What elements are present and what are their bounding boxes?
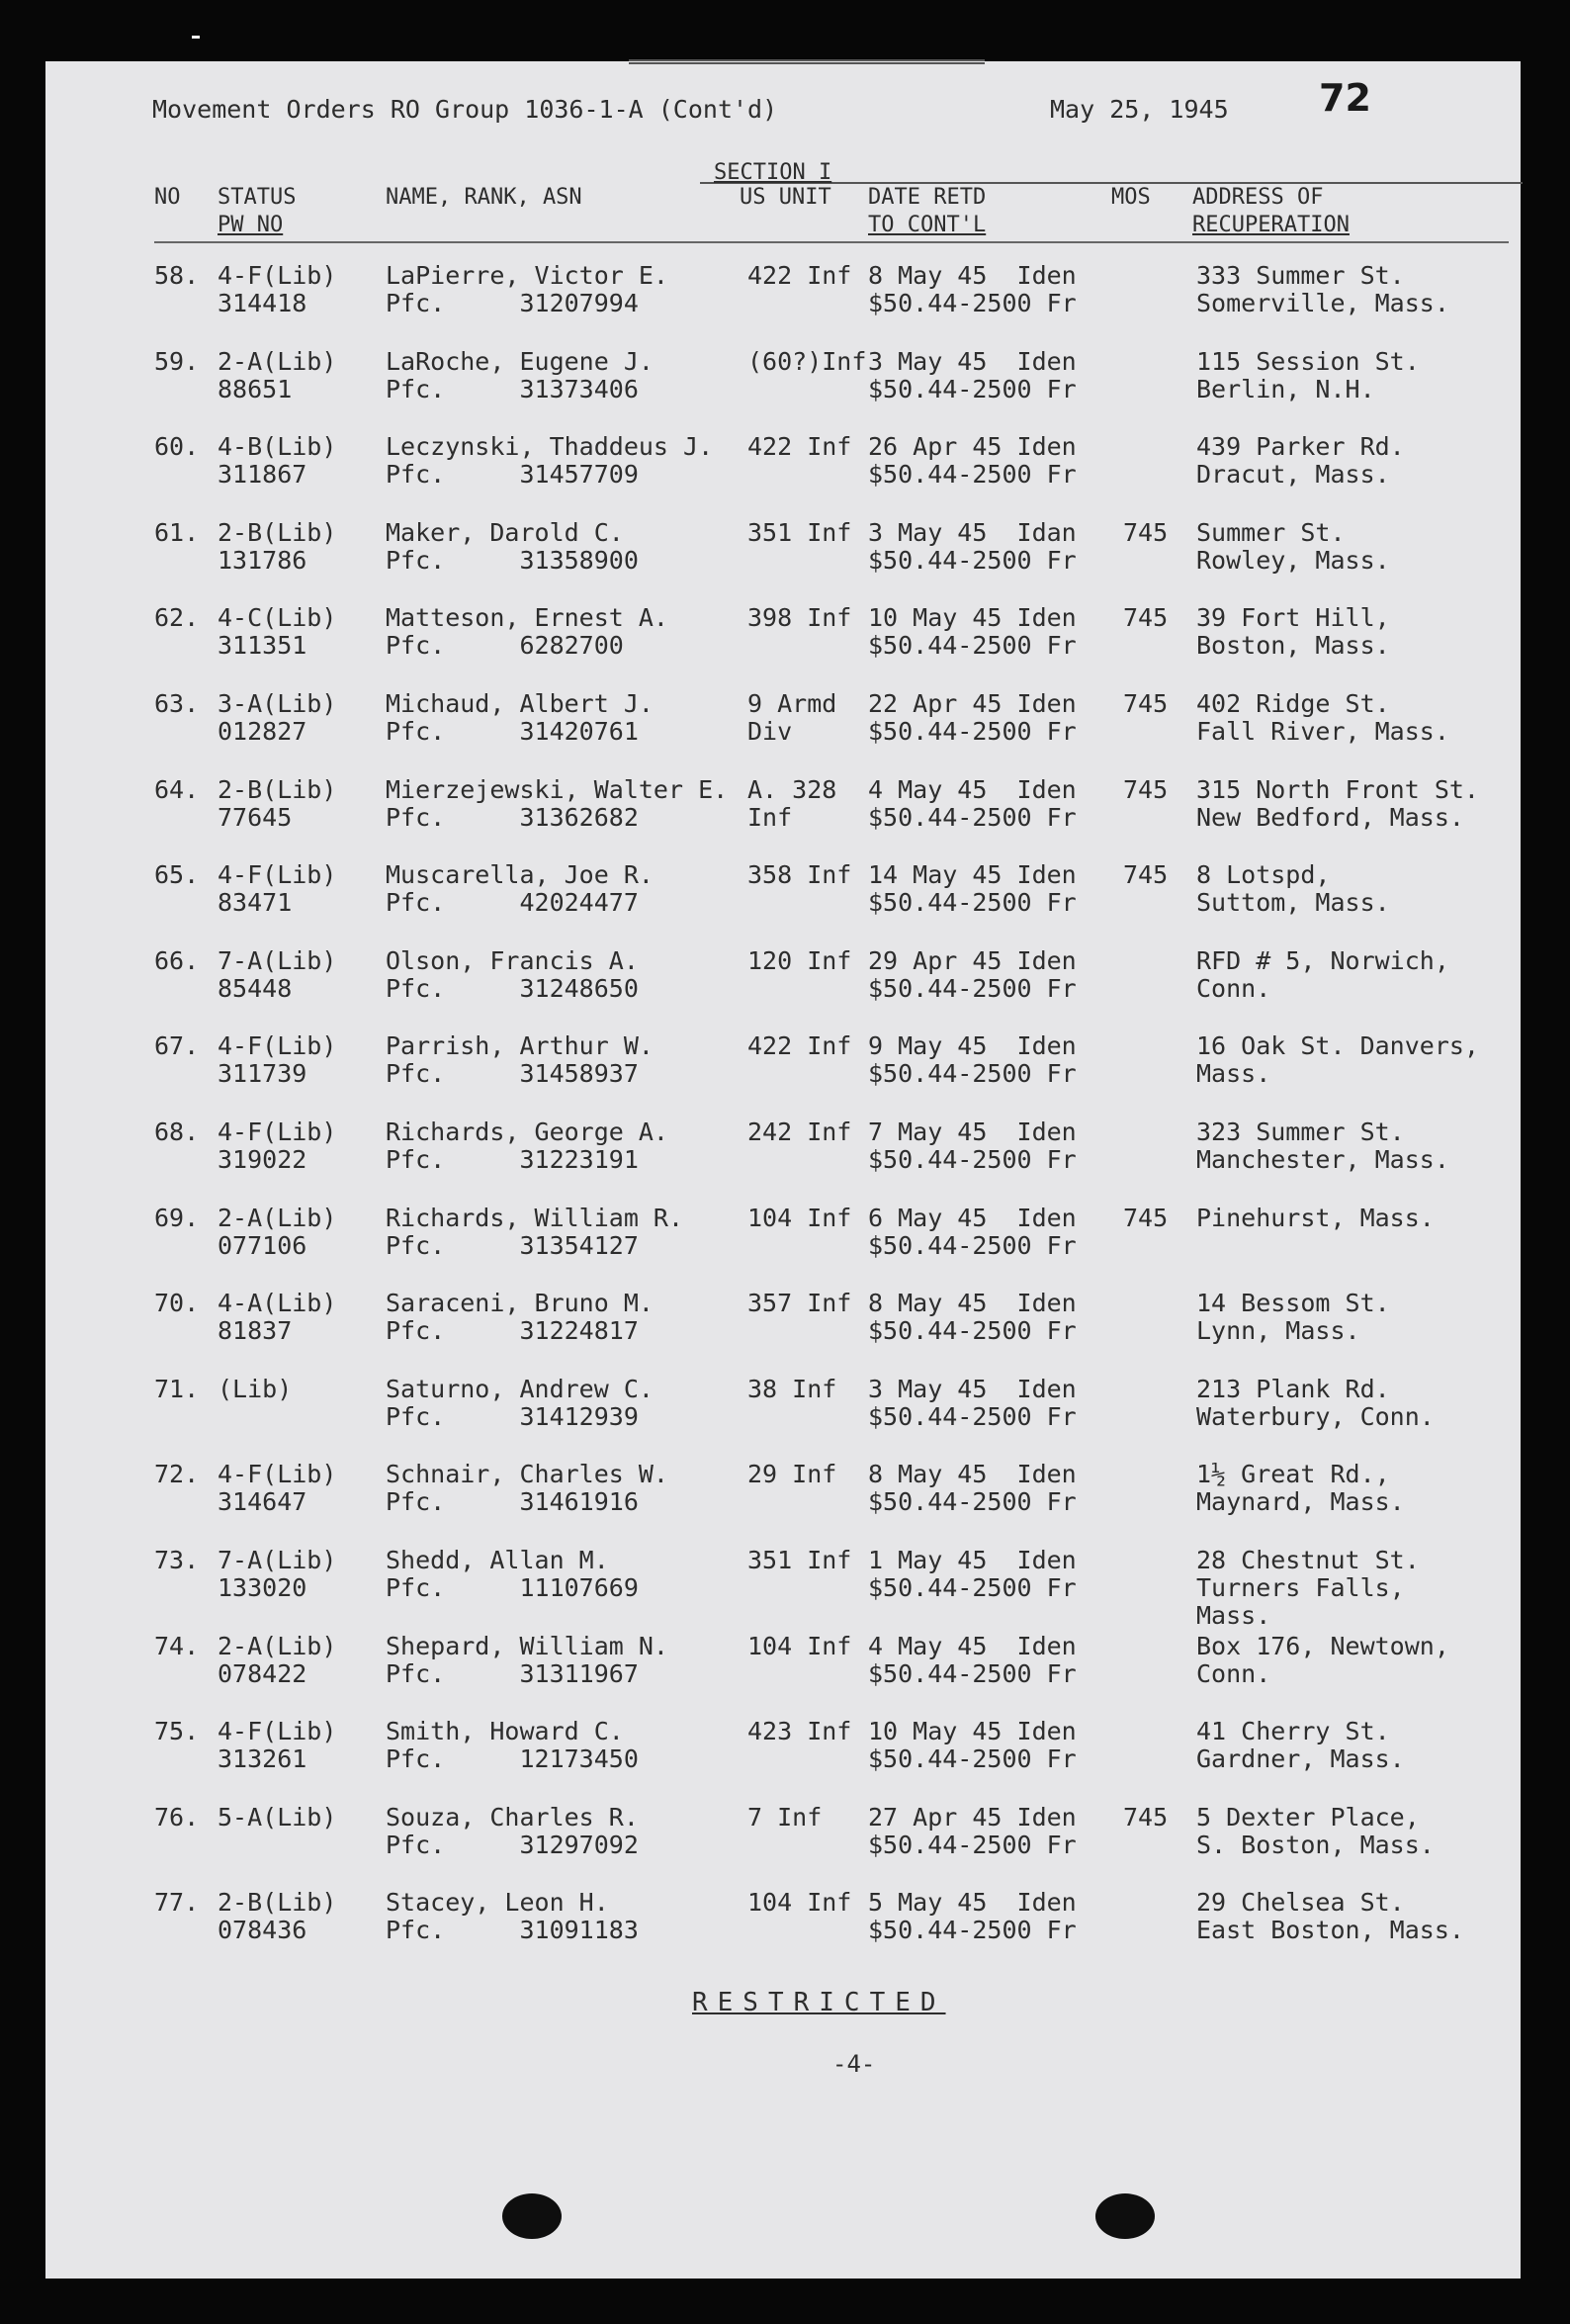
cell-unit: 38 Inf [747,1374,837,1403]
cell-unit: A. 328 [747,774,837,804]
cell-addr1: 315 North Front St. [1196,774,1479,804]
cell-pay: $50.44-2500 Fr [868,1658,1077,1688]
cell-pw-no: 313261 [218,1744,307,1774]
cell-date: 10 May 45 Iden [868,1717,1077,1746]
cell-no: 65. [154,860,200,890]
corner-mark [192,36,200,39]
cell-date: 3 May 45 Idan [868,517,1077,547]
cell-name: LaRoche, Eugene J. [386,346,654,376]
cell-date: 5 May 45 Iden [868,1888,1077,1918]
status-label: STATUS [218,185,297,210]
cell-addr2: Mass. [1196,1059,1271,1089]
cell-date: 14 May 45 Iden [868,860,1077,890]
address-label-2: RECUPERATION [1192,213,1350,237]
cell-pw-no: 314647 [218,1487,307,1517]
address-label-1: ADDRESS OF [1192,185,1324,210]
cell-addr2: Turners Falls, [1196,1573,1405,1602]
section-heading: SECTION I [714,160,832,185]
cell-pay: $50.44-2500 Fr [868,717,1077,746]
cell-date: 4 May 45 Iden [868,1631,1077,1660]
cell-date: 27 Apr 45 Iden [868,1802,1077,1832]
cell-pay: $50.44-2500 Fr [868,1059,1077,1089]
cell-addr2: Rowley, Mass. [1196,545,1390,575]
cell-pw-no: 077106 [218,1230,307,1260]
column-header-no: NO [154,185,181,210]
table-row [45,1117,1521,1203]
cell-no: 64. [154,774,200,804]
cell-unit: 423 Inf [747,1717,852,1746]
cell-addr2: Manchester, Mass. [1196,1145,1449,1174]
cell-status: 4-F(Lib) [218,1117,337,1146]
cell-pw-no: 88651 [218,374,293,403]
cell-addr3: Mass. [1196,1601,1271,1630]
cell-status: 2-A(Lib) [218,1203,337,1232]
cell-pay: $50.44-2500 Fr [868,1830,1077,1859]
cell-pw-no: 314418 [218,289,307,317]
cell-name: Saraceni, Bruno M. [386,1289,654,1318]
cell-addr1: 29 Chelsea St. [1196,1888,1405,1918]
cell-date: 6 May 45 Iden [868,1203,1077,1232]
date-label-1: DATE RETD [868,185,987,210]
column-header-mos: MOS [1111,185,1151,210]
cell-name: Muscarella, Joe R. [386,860,654,890]
cell-status: 3-A(Lib) [218,689,337,718]
cell-name: Saturno, Andrew C. [386,1374,654,1403]
table-row [45,1717,1521,1802]
cell-status: (Lib) [218,1374,293,1403]
cell-status: 4-F(Lib) [218,860,337,890]
cell-pay: $50.44-2500 Fr [868,631,1077,661]
column-header-unit: US UNIT [740,185,831,210]
cell-addr2: Boston, Mass. [1196,631,1390,661]
cell-addr1: 41 Cherry St. [1196,1717,1390,1746]
cell-name: Michaud, Albert J. [386,689,654,718]
column-header-address [1192,184,1350,239]
cell-no: 60. [154,432,200,462]
cell-addr1: 16 Oak St. Danvers, [1196,1031,1479,1061]
cell-rank-asn: Pfc. 31248650 [386,973,639,1003]
table-row [45,1546,1521,1631]
cell-pw-no: 131786 [218,545,307,575]
cell-pay: $50.44-2500 Fr [868,802,1077,832]
cell-addr1: 115 Session St. [1196,346,1420,376]
cell-date: 9 May 45 Iden [868,1031,1077,1061]
cell-no: 70. [154,1289,200,1318]
cell-no: 59. [154,346,200,376]
cell-pay: $50.44-2500 Fr [868,1573,1077,1602]
cell-unit: 351 Inf [747,1546,852,1574]
cell-addr1: Pinehurst, Mass. [1196,1203,1435,1232]
column-header-status [218,184,296,239]
cell-status: 5-A(Lib) [218,1802,337,1832]
cell-no: 58. [154,261,200,290]
cell-status: 2-B(Lib) [218,1888,337,1918]
cell-addr2: East Boston, Mass. [1196,1916,1464,1945]
cell-status: 4-F(Lib) [218,261,337,290]
cell-date: 22 Apr 45 Iden [868,689,1077,718]
cell-status: 4-B(Lib) [218,432,337,462]
cell-no: 77. [154,1888,200,1918]
table-row [45,1289,1521,1374]
cell-addr2: Suttom, Mass. [1196,888,1390,918]
cell-pw-no: 83471 [218,888,293,918]
cell-rank-asn: Pfc. 31420761 [386,717,639,746]
cell-name: LaPierre, Victor E. [386,261,668,290]
cell-no: 66. [154,945,200,975]
cell-mos: 745 [1123,1802,1169,1832]
cell-unit: 9 Armd [747,689,837,718]
cell-unit: 104 Inf [747,1888,852,1918]
cell-addr2: Conn. [1196,1658,1271,1688]
column-header-date [868,184,986,239]
cell-pay: $50.44-2500 Fr [868,973,1077,1003]
cell-unit: 242 Inf [747,1117,852,1146]
cell-name: Parrish, Arthur W. [386,1031,654,1061]
cell-no: 63. [154,689,200,718]
cell-pw-no: 85448 [218,973,293,1003]
cell-no: 61. [154,517,200,547]
pw-no-label: PW NO [218,213,284,237]
table-row [45,775,1521,860]
table-row [45,432,1521,517]
cell-date: 1 May 45 Iden [868,1546,1077,1574]
cell-addr2: Fall River, Mass. [1196,717,1449,746]
document-date: May 25, 1945 [1050,95,1229,124]
cell-status: 2-A(Lib) [218,346,337,376]
cell-rank-asn: Pfc. 12173450 [386,1744,639,1774]
top-redacted-bar [629,59,985,72]
cell-addr2: S. Boston, Mass. [1196,1830,1435,1859]
column-header-name: NAME, RANK, ASN [386,185,582,210]
header-underline [154,241,1509,243]
cell-addr2: Gardner, Mass. [1196,1744,1405,1774]
cell-name: Shepard, William N. [386,1631,668,1660]
cell-name: Richards, George A. [386,1117,668,1146]
cell-addr2: Maynard, Mass. [1196,1487,1405,1517]
table-row [45,689,1521,774]
cell-no: 67. [154,1031,200,1061]
cell-no: 75. [154,1717,200,1746]
cell-addr1: Box 176, Newtown, [1196,1631,1449,1660]
cell-unit2: Div [747,717,793,746]
cell-pw-no: 77645 [218,802,293,832]
cell-mos: 745 [1123,1203,1169,1232]
cell-unit2: Inf [747,802,793,832]
table-row [45,1888,1521,1973]
cell-addr1: 402 Ridge St. [1196,689,1390,718]
cell-addr1: 213 Plank Rd. [1196,1374,1390,1403]
cell-pay: $50.44-2500 Fr [868,1316,1077,1346]
cell-date: 3 May 45 Iden [868,1374,1077,1403]
cell-name: Schnair, Charles W. [386,1460,668,1489]
cell-addr1: 28 Chestnut St. [1196,1546,1420,1574]
cell-unit: 358 Inf [747,860,852,890]
cell-addr2: Conn. [1196,973,1271,1003]
cell-rank-asn: Pfc. 31354127 [386,1230,639,1260]
cell-date: 29 Apr 45 Iden [868,945,1077,975]
cell-unit: 7 Inf [747,1802,823,1832]
cell-status: 4-A(Lib) [218,1289,337,1318]
cell-pay: $50.44-2500 Fr [868,1401,1077,1431]
cell-addr1: Summer St. [1196,517,1346,547]
cell-pw-no: 133020 [218,1573,307,1602]
cell-pay: $50.44-2500 Fr [868,1487,1077,1517]
punch-hole-left [502,2193,562,2239]
table-row [45,1031,1521,1117]
cell-name: Smith, Howard C. [386,1717,624,1746]
cell-date: 8 May 45 Iden [868,261,1077,290]
cell-date: 3 May 45 Iden [868,346,1077,376]
cell-unit: (60?)Inf [747,346,867,376]
cell-addr2: Waterbury, Conn. [1196,1401,1435,1431]
page-footer-number: -4- [832,2050,876,2078]
cell-pw-no: 311351 [218,631,307,661]
cell-no: 69. [154,1203,200,1232]
cell-addr1: RFD # 5, Norwich, [1196,945,1449,975]
table-row [45,946,1521,1031]
cell-rank-asn: Pfc. 31458937 [386,1059,639,1089]
cell-addr2: Dracut, Mass. [1196,460,1390,490]
cell-status: 4-C(Lib) [218,603,337,633]
cell-addr2: New Bedford, Mass. [1196,802,1464,832]
cell-status: 4-F(Lib) [218,1717,337,1746]
cell-pay: $50.44-2500 Fr [868,1145,1077,1174]
cell-rank-asn: Pfc. 31297092 [386,1830,639,1859]
cell-pw-no: 078422 [218,1658,307,1688]
cell-pay: $50.44-2500 Fr [868,545,1077,575]
cell-status: 2-A(Lib) [218,1631,337,1660]
document-sheet [45,61,1521,2279]
cell-rank-asn: Pfc. 31091183 [386,1916,639,1945]
cell-pw-no: 311867 [218,460,307,490]
cell-addr2: Berlin, N.H. [1196,374,1375,403]
cell-pay: $50.44-2500 Fr [868,1744,1077,1774]
cell-pay: $50.44-2500 Fr [868,460,1077,490]
cell-rank-asn: Pfc. 31457709 [386,460,639,490]
cell-addr1: 1½ Great Rd., [1196,1460,1390,1489]
cell-addr2: Somerville, Mass. [1196,289,1449,317]
cell-status: 7-A(Lib) [218,1546,337,1574]
cell-unit: 398 Inf [747,603,852,633]
cell-status: 7-A(Lib) [218,945,337,975]
table-row [45,1375,1521,1460]
table-row [45,1460,1521,1545]
cell-pw-no: 078436 [218,1916,307,1945]
cell-addr1: 323 Summer St. [1196,1117,1405,1146]
cell-pay: $50.44-2500 Fr [868,289,1077,317]
cell-date: 4 May 45 Iden [868,774,1077,804]
cell-date: 8 May 45 Iden [868,1460,1077,1489]
cell-name: Maker, Darold C. [386,517,624,547]
cell-rank-asn: Pfc. 11107669 [386,1573,639,1602]
cell-rank-asn: Pfc. 31461916 [386,1487,639,1517]
cell-unit: 104 Inf [747,1203,852,1232]
punch-hole-right [1095,2193,1155,2239]
cell-name: Matteson, Ernest A. [386,603,668,633]
cell-unit: 422 Inf [747,432,852,462]
date-label-2: TO CONT'L [868,213,987,237]
cell-name: Richards, William R. [386,1203,684,1232]
cell-date: 7 May 45 Iden [868,1117,1077,1146]
cell-unit: 422 Inf [747,261,852,290]
cell-rank-asn: Pfc. 31358900 [386,545,639,575]
table-row [45,860,1521,945]
cell-no: 74. [154,1631,200,1660]
cell-unit: 351 Inf [747,517,852,547]
cell-no: 71. [154,1374,200,1403]
cell-pay: $50.44-2500 Fr [868,1230,1077,1260]
table-row [45,347,1521,432]
cell-rank-asn: Pfc. 6282700 [386,631,624,661]
cell-addr1: 439 Parker Rd. [1196,432,1405,462]
cell-pw-no: 81837 [218,1316,293,1346]
cell-unit: 357 Inf [747,1289,852,1318]
cell-unit: 29 Inf [747,1460,837,1489]
cell-pay: $50.44-2500 Fr [868,1916,1077,1945]
table-row [45,1632,1521,1717]
cell-addr2: Lynn, Mass. [1196,1316,1360,1346]
cell-rank-asn: Pfc. 42024477 [386,888,639,918]
cell-mos: 745 [1123,689,1169,718]
cell-name: Mierzejewski, Walter E. [386,774,729,804]
cell-rank-asn: Pfc. 31373406 [386,374,639,403]
cell-date: 8 May 45 Iden [868,1289,1077,1318]
cell-name: Stacey, Leon H. [386,1888,609,1918]
document-title: Movement Orders RO Group 1036-1-A (Cont'd) [152,95,778,124]
handwritten-page-number: 72 [1319,76,1371,120]
cell-rank-asn: Pfc. 31207994 [386,289,639,317]
table-row [45,1204,1521,1289]
cell-addr1: 39 Fort Hill, [1196,603,1390,633]
cell-rank-asn: Pfc. 31311967 [386,1658,639,1688]
cell-addr1: 5 Dexter Place, [1196,1802,1420,1832]
cell-date: 26 Apr 45 Iden [868,432,1077,462]
cell-name: Shedd, Allan M. [386,1546,609,1574]
cell-date: 10 May 45 Iden [868,603,1077,633]
cell-status: 4-F(Lib) [218,1460,337,1489]
cell-mos: 745 [1123,860,1169,890]
cell-no: 73. [154,1546,200,1574]
cell-no: 72. [154,1460,200,1489]
cell-no: 62. [154,603,200,633]
cell-rank-asn: Pfc. 31362682 [386,802,639,832]
cell-no: 68. [154,1117,200,1146]
cell-addr1: 333 Summer St. [1196,261,1405,290]
table-row [45,1803,1521,1888]
table-row [45,603,1521,688]
restricted-marking: RESTRICTED [692,1988,946,2017]
cell-pw-no: 012827 [218,717,307,746]
cell-pay: $50.44-2500 Fr [868,374,1077,403]
table-row [45,261,1521,346]
cell-name: Olson, Francis A. [386,945,639,975]
table-row [45,518,1521,603]
cell-pw-no: 311739 [218,1059,307,1089]
cell-name: Leczynski, Thaddeus J. [386,432,714,462]
cell-pw-no: 319022 [218,1145,307,1174]
cell-addr1: 14 Bessom St. [1196,1289,1390,1318]
cell-status: 4-F(Lib) [218,1031,337,1061]
cell-rank-asn: Pfc. 31412939 [386,1401,639,1431]
cell-unit: 120 Inf [747,945,852,975]
cell-mos: 745 [1123,517,1169,547]
cell-name: Souza, Charles R. [386,1802,639,1832]
cell-rank-asn: Pfc. 31224817 [386,1316,639,1346]
cell-status: 2-B(Lib) [218,774,337,804]
cell-status: 2-B(Lib) [218,517,337,547]
cell-addr1: 8 Lotspd, [1196,860,1331,890]
cell-mos: 745 [1123,774,1169,804]
cell-unit: 422 Inf [747,1031,852,1061]
cell-unit: 104 Inf [747,1631,852,1660]
cell-no: 76. [154,1802,200,1832]
cell-mos: 745 [1123,603,1169,633]
cell-pay: $50.44-2500 Fr [868,888,1077,918]
cell-rank-asn: Pfc. 31223191 [386,1145,639,1174]
